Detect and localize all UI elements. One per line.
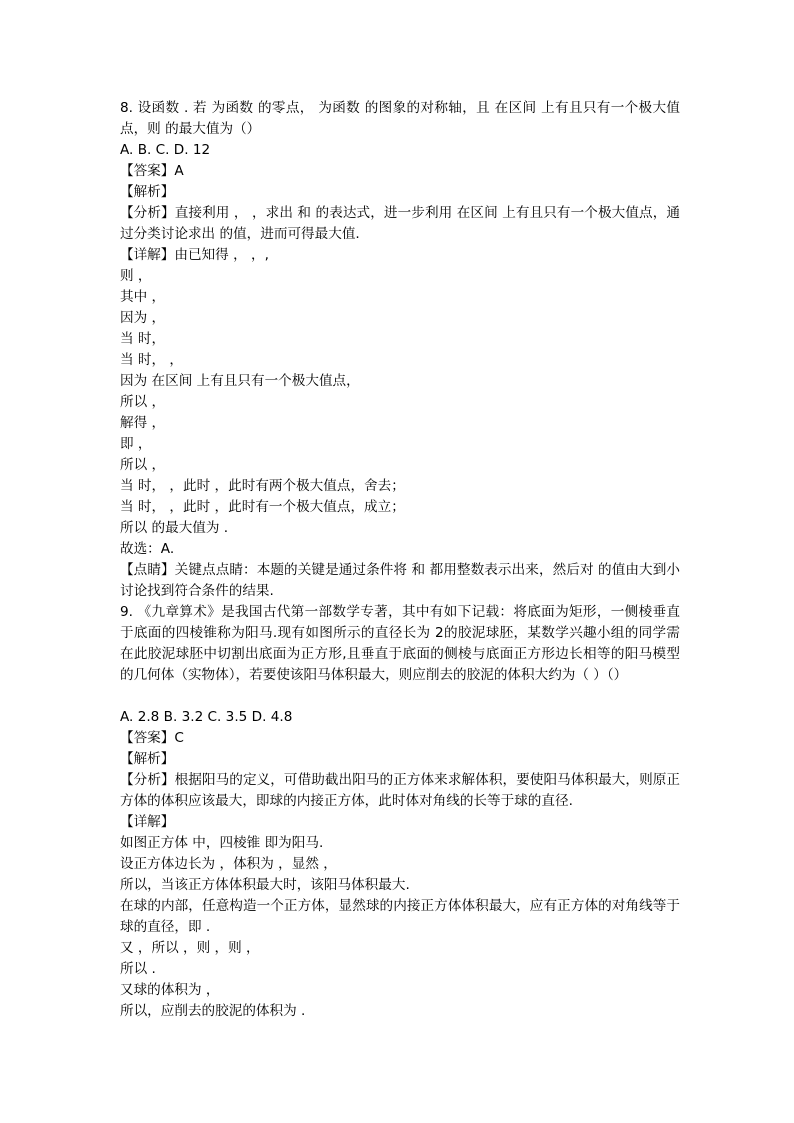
question-9-answer: 【答案】C xyxy=(120,730,184,746)
question-8-stem: 8. 设函数 . 若 为函数 的零点， 为函数 的图象的对称轴，且 在区间 上有且只有一个极大值点，则 的最大值为（） xyxy=(120,100,680,137)
question-9-step: 在球的内部，任意构造一个正方体，显然球的内接正方体体积最大，应有正方体的对角线等于球的直径，即 . xyxy=(120,898,680,935)
question-8-key-point: 【点睛】关键点点睛：本题的关键是通过条件将 和 都用整数表示出来，然后对 的值由大到小讨论找到符合条件的结果. xyxy=(120,562,680,599)
question-8-analysis: 【分析】直接利用 ， ，求出 和 的表达式，进一步利用 在区间 上有且只有一个极大值点，通过分类讨论求出 的值，进而可得最大值. xyxy=(120,205,680,242)
question-9-analysis: 【分析】根据阳马的定义，可借助截出阳马的正方体来求解体积，要使阳马体积最大，则原正方体的体积应该最大，即球的内接正方体，此时体对角线的长等于球的直径. xyxy=(120,772,680,809)
question-8-jiexi-heading: 【解析】 xyxy=(120,184,175,200)
question-8-step: 则 ， xyxy=(120,268,152,284)
question-8-step: 其中 ， xyxy=(120,289,166,305)
question-8-step: 所以 ， xyxy=(120,457,166,473)
figure-gap xyxy=(120,686,680,707)
question-8-step: 当 时， ， xyxy=(120,352,184,368)
question-8-step: 解得 ， xyxy=(120,415,166,431)
question-8-step: 因为 在区间 上有且只有一个极大值点， xyxy=(120,373,360,389)
question-9-detail-heading: 【详解】 xyxy=(120,814,175,830)
question-8-step: 因为 ， xyxy=(120,310,166,326)
question-8-step: 当 时， ，此时 ，此时有两个极大值点，舍去； xyxy=(120,478,405,494)
question-9-step: 所以，应削去的胶泥的体积为 . xyxy=(120,1003,306,1019)
question-8-detail-heading: 【详解】由已知得 ， ，, xyxy=(120,247,269,263)
question-9-options: A. 2.8 B. 3.2 C. 3.5 D. 4.8 xyxy=(120,709,293,725)
question-8-step: 故选：A. xyxy=(120,541,175,557)
question-8-step: 所以 的最大值为 . xyxy=(120,520,229,536)
question-9-step: 又 ，所以 ，则 ，则 ， xyxy=(120,940,260,956)
question-8-step: 当 时， ，此时 ，此时有一个极大值点，成立； xyxy=(120,499,405,515)
question-9-step: 所以 . xyxy=(120,961,156,977)
question-8-options: A. B. C. D. 12 xyxy=(120,142,211,158)
question-9-step: 所以，当该正方体体积最大时，该阳马体积最大. xyxy=(120,877,410,893)
question-8-answer: 【答案】A xyxy=(120,163,184,179)
question-8-step: 当 时， xyxy=(120,331,166,347)
question-9-stem: 9. 《九章算术》是我国古代第一部数学专著，其中有如下记载：将底面为矩形，一侧棱垂直于底面的四棱锥称为阳马.现有如图所示的直径长为 2的胶泥球胚，某数学兴趣小组的同学需在此胶泥球胚中切割出底面为正方形,且垂直于底面的侧棱与底面正方形边长相等的阳马模型的几何体（实物体），若要使该阳马体积最大，则应削去的胶泥的体积大约为（ ）（） xyxy=(120,604,680,683)
question-9-jiexi-heading: 【解析】 xyxy=(120,751,175,767)
question-9-step: 又球的体积为 ， xyxy=(120,982,220,998)
question-8-step: 即 ， xyxy=(120,436,152,452)
question-8-step: 所以 ， xyxy=(120,394,166,410)
document-content xyxy=(120,98,680,1022)
question-9-step: 如图正方体 中，四棱锥 即为阳马. xyxy=(120,835,324,851)
question-9-step: 设正方体边长为 ，体积为 ，显然 ， xyxy=(120,856,337,872)
